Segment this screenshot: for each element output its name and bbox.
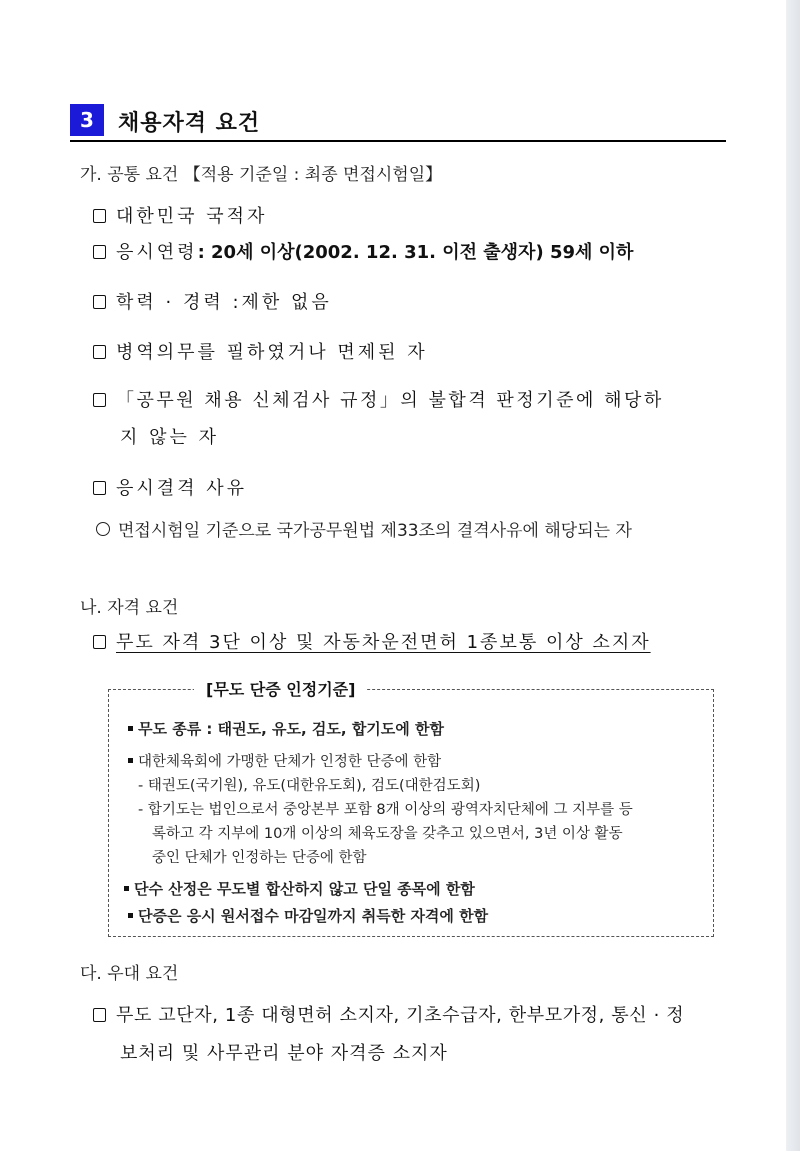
qualification-heading: 나. 자격 요건 bbox=[80, 598, 179, 618]
square-bullet-icon bbox=[128, 758, 133, 763]
criteria-item: 무도 종류 : 태권도, 유도, 검도, 합기도에 한함 bbox=[128, 718, 444, 739]
square-bullet-icon bbox=[128, 913, 133, 918]
common-item-nationality: 대한민국 국적자 bbox=[93, 202, 267, 228]
checkbox-square-icon bbox=[93, 209, 106, 223]
common-heading: 가. 공통 요건 【적용 기준일 : 최종 면접시험일】 bbox=[80, 165, 443, 185]
criteria-item: 대한체육회에 가맹한 단체가 인정한 단증에 한함 bbox=[128, 750, 441, 771]
qualification-item: 무도 자격 3단 이상 및 자동차운전면허 1종보통 이상 소지자 bbox=[93, 628, 651, 654]
checkbox-square-icon bbox=[93, 345, 106, 359]
checkbox-square-icon bbox=[93, 481, 106, 495]
preference-item-cont: 보처리 및 사무관리 분야 자격증 소지자 bbox=[120, 1043, 448, 1064]
common-item-physical-cont: 지 않는 자 bbox=[120, 427, 219, 448]
age-detail: : 20세 이상(2002. 12. 31. 이전 출생자) 59세 이하 bbox=[197, 242, 634, 263]
square-bullet-icon bbox=[124, 886, 129, 891]
common-item-physical: 「공무원 채용 신체검사 규정」의 불합격 판정기준에 해당하 bbox=[93, 386, 664, 412]
scrollbar-track[interactable] bbox=[786, 0, 800, 1151]
criteria-subitem-cont: 중인 단체가 인정하는 단증에 한함 bbox=[152, 850, 367, 866]
disqualification-detail: 면접시험일 기준으로 국가공무원법 제33조의 결격사유에 해당되는 자 bbox=[96, 516, 632, 541]
preference-heading: 다. 우대 요건 bbox=[80, 964, 179, 984]
common-item-education: 학력 · 경력 :제한 없음 bbox=[93, 288, 332, 314]
common-item-military: 병역의무를 필하였거나 면제된 자 bbox=[93, 338, 428, 364]
checkbox-square-icon bbox=[93, 635, 106, 649]
criteria-title: [무도 단증 인정기준] bbox=[194, 677, 367, 700]
criteria-item: 단수 산정은 무도별 합산하지 않고 단일 종목에 한함 bbox=[124, 878, 475, 899]
criteria-subitem-cont: 록하고 각 지부에 10개 이상의 체육도장을 갖추고 있으면서, 3년 이상 활동 bbox=[152, 826, 623, 842]
checkbox-square-icon bbox=[93, 295, 106, 309]
common-item-disqualification: 응시결격 사유 bbox=[93, 474, 247, 500]
square-bullet-icon bbox=[128, 726, 133, 731]
section-number-badge: 3 bbox=[70, 104, 104, 136]
checkbox-square-icon bbox=[93, 1008, 106, 1022]
preference-item: 무도 고단자, 1종 대형면허 소지자, 기초수급자, 한부모가정, 통신 · 정 bbox=[93, 1001, 684, 1027]
criteria-subitem: - 태권도(국기원), 유도(대한유도회), 검도(대한검도회) bbox=[138, 778, 481, 794]
section-header bbox=[70, 100, 726, 142]
section-title: 채용자격 요건 bbox=[118, 111, 261, 136]
common-item-age: 응시연령: 20세 이상(2002. 12. 31. 이전 출생자) 59세 이하 bbox=[93, 238, 633, 264]
criteria-subitem: - 합기도는 법인으로서 중앙본부 포함 8개 이상의 광역자치단체에 그 지부를 등 bbox=[138, 802, 633, 818]
checkbox-square-icon bbox=[93, 245, 106, 259]
circle-bullet-icon bbox=[96, 522, 110, 536]
checkbox-square-icon bbox=[93, 393, 106, 407]
criteria-item: 단증은 응시 원서접수 마감일까지 취득한 자격에 한함 bbox=[128, 905, 488, 926]
